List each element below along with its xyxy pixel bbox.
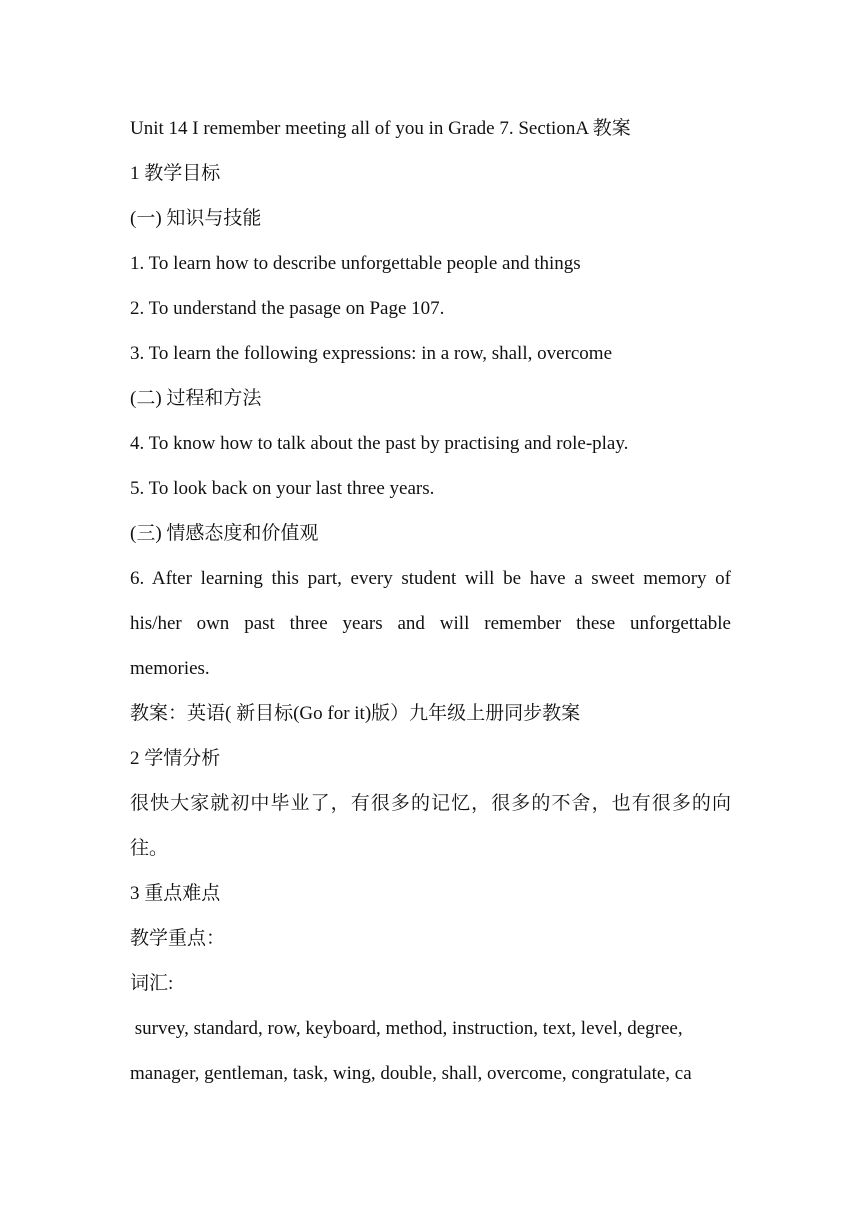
section-heading-key-points: 3 重点难点 (130, 883, 221, 904)
subheading-process-methods: (二) 过程和方法 (130, 388, 262, 409)
analysis-text-line: 很快大家就初中毕业了，有很多的记忆，很多的不舍，也有很多的向 (130, 793, 731, 814)
objective-item: 4. To know how to talk about the past by practising and role-play. (130, 433, 629, 454)
document-note: 教案：英语( 新目标(Go for it)版）九年级上册同步教案 (130, 703, 581, 724)
document-title: Unit 14 I remember meeting all of you in Grade 7. SectionA 教案 (130, 118, 631, 139)
section-heading-analysis: 2 学情分析 (130, 748, 221, 769)
objective-item-line: his/her own past three years and will remember these unforgettable (130, 613, 731, 634)
objective-item-line: 6. After learning this part, every student will be have a sweet memory of (130, 568, 731, 589)
subheading-knowledge-skills: (一) 知识与技能 (130, 208, 262, 229)
vocabulary-line: manager, gentleman, task, wing, double, shall, overcome, congratulate, ca (130, 1063, 692, 1084)
objective-item: 5. To look back on your last three years. (130, 478, 435, 499)
section-heading-objectives: 1 教学目标 (130, 163, 221, 184)
document-body (130, 106, 731, 1096)
objective-item: 1. To learn how to describe unforgettable people and things (130, 253, 581, 274)
vocabulary-line: survey, standard, row, keyboard, method, instruction, text, level, degree, (130, 1018, 683, 1039)
objective-item: 2. To understand the pasage on Page 107. (130, 298, 445, 319)
subheading-teaching-focus: 教学重点： (130, 928, 226, 949)
objective-item-line: memories. (130, 658, 210, 679)
vocabulary-label: 词汇: (130, 973, 174, 994)
objective-item: 3. To learn the following expressions: in a row, shall, overcome (130, 343, 613, 364)
subheading-emotion-values: (三) 情感态度和价值观 (130, 523, 319, 544)
analysis-text-line: 往。 (130, 838, 169, 859)
